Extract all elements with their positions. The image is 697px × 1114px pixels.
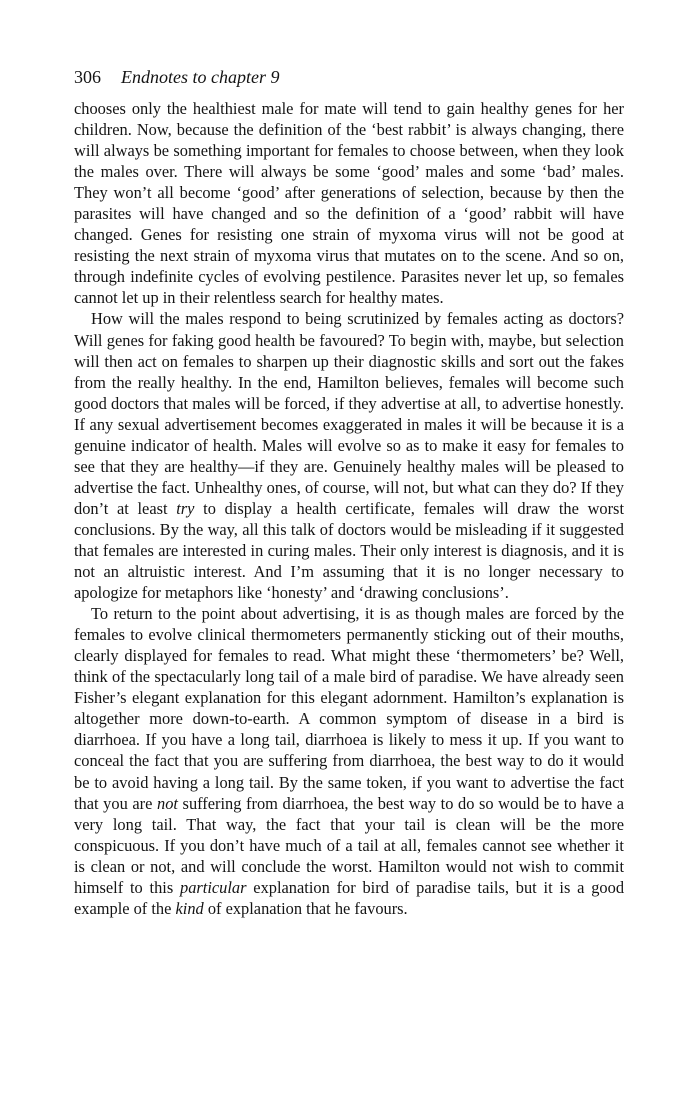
text-run: To return to the point about advertising, it is as though males are forced by the females to evolve clinical thermometers permanently sticking out of their mouths, clearly displayed for females to read. What might these ‘thermometers’ be? Well, think of the spectacularly long tail of a male bird of paradise. We have already seen Fisher’s elegant explanation for this elegant adornment. Hamilton’s explanation is altogether more down-to-earth. A common symptom of disease in a bird is diarrhoea. If you have a long tail, diarrhoea is likely to mess it up. If you want to conceal the fact that you are suffering from diarrhoea, the best way to do it would be to avoid having a long tail. By the same token, if you want to advertise the fact that you are <box>74 604 624 813</box>
text-run: suffering from diarrhoea, the best way to do so would be to have a very long tail. That way, the fact that your tail is clean will be the more conspicuous. If you don’t have much of a tail at all, females cannot see whether it is clean or not, and will conclude the worst. Hamilton would not wish to commit himself to this <box>74 793 625 897</box>
emphasis-particular: particular <box>180 877 247 897</box>
text-run: to display a health certificate, females will draw the worst conclusions. By the way, all this talk of doctors would be misleading if it suggested that females are interested in curing males. Their only interest is diagnosis, and it is not an altruistic interest. And I’m assuming that it is no longer necessary to apologize for metaphors like ‘honesty’ and ‘drawing conclusions’. <box>74 498 624 603</box>
emphasis-not: not <box>157 793 178 813</box>
page-number: 306 <box>74 67 101 87</box>
running-head <box>74 66 624 88</box>
chapter-title: Endnotes to chapter 9 <box>121 67 280 87</box>
paragraph-2 <box>74 308 624 603</box>
text-run: explanation for bird of paradise tails, but it is a good example of the <box>74 877 625 918</box>
text-run: How will the males respond to being scrutinized by females acting as doctors? Will genes for faking good health be favoured? To begin with, maybe, but selection will then act on females to sharpen up their diagnostic skills and sort out the fakes from the really healthy. In the end, Hamilton believes, females will become such good doctors that males will be forced, if they advertise at all, to advertise honestly. If any sexual advertisement becomes exaggerated in males it will be because it is a genuine indicator of health. Males will evolve so as to make it easy for females to see that they are healthy—if they are. Genuinely healthy males will be pleased to advertise the fact. Unhealthy ones, of course, will not, but what can they do? If they don’t at least <box>74 309 624 518</box>
paragraph-3 <box>74 603 624 919</box>
emphasis-kind: kind <box>175 898 204 918</box>
text-run: chooses only the healthiest male for mate will tend to gain healthy genes for her children. Now, because the definition of the ‘best rabbit’ is always changing, there will always be something important for females to choose between, when they look the males over. There will always be some ‘good’ males and some ‘bad’ males. They won’t all become ‘good’ after generations of selection, because by then the parasites will have changed and so the definition of a ‘good’ rabbit will have changed. Genes for resisting one strain of myxoma virus will not be good at resisting the next strain of myxoma virus that mutates on to the scene. And so on, through indefinite cycles of evolving pestilence. Parasites never let up, so females cannot let up in their relentless search for healthy mates. <box>74 99 624 308</box>
text-run: of explanation that he favours. <box>203 898 408 918</box>
paragraph-1 <box>74 98 624 308</box>
body-text <box>74 98 624 919</box>
emphasis-try: try <box>176 498 195 518</box>
book-page <box>74 66 624 919</box>
